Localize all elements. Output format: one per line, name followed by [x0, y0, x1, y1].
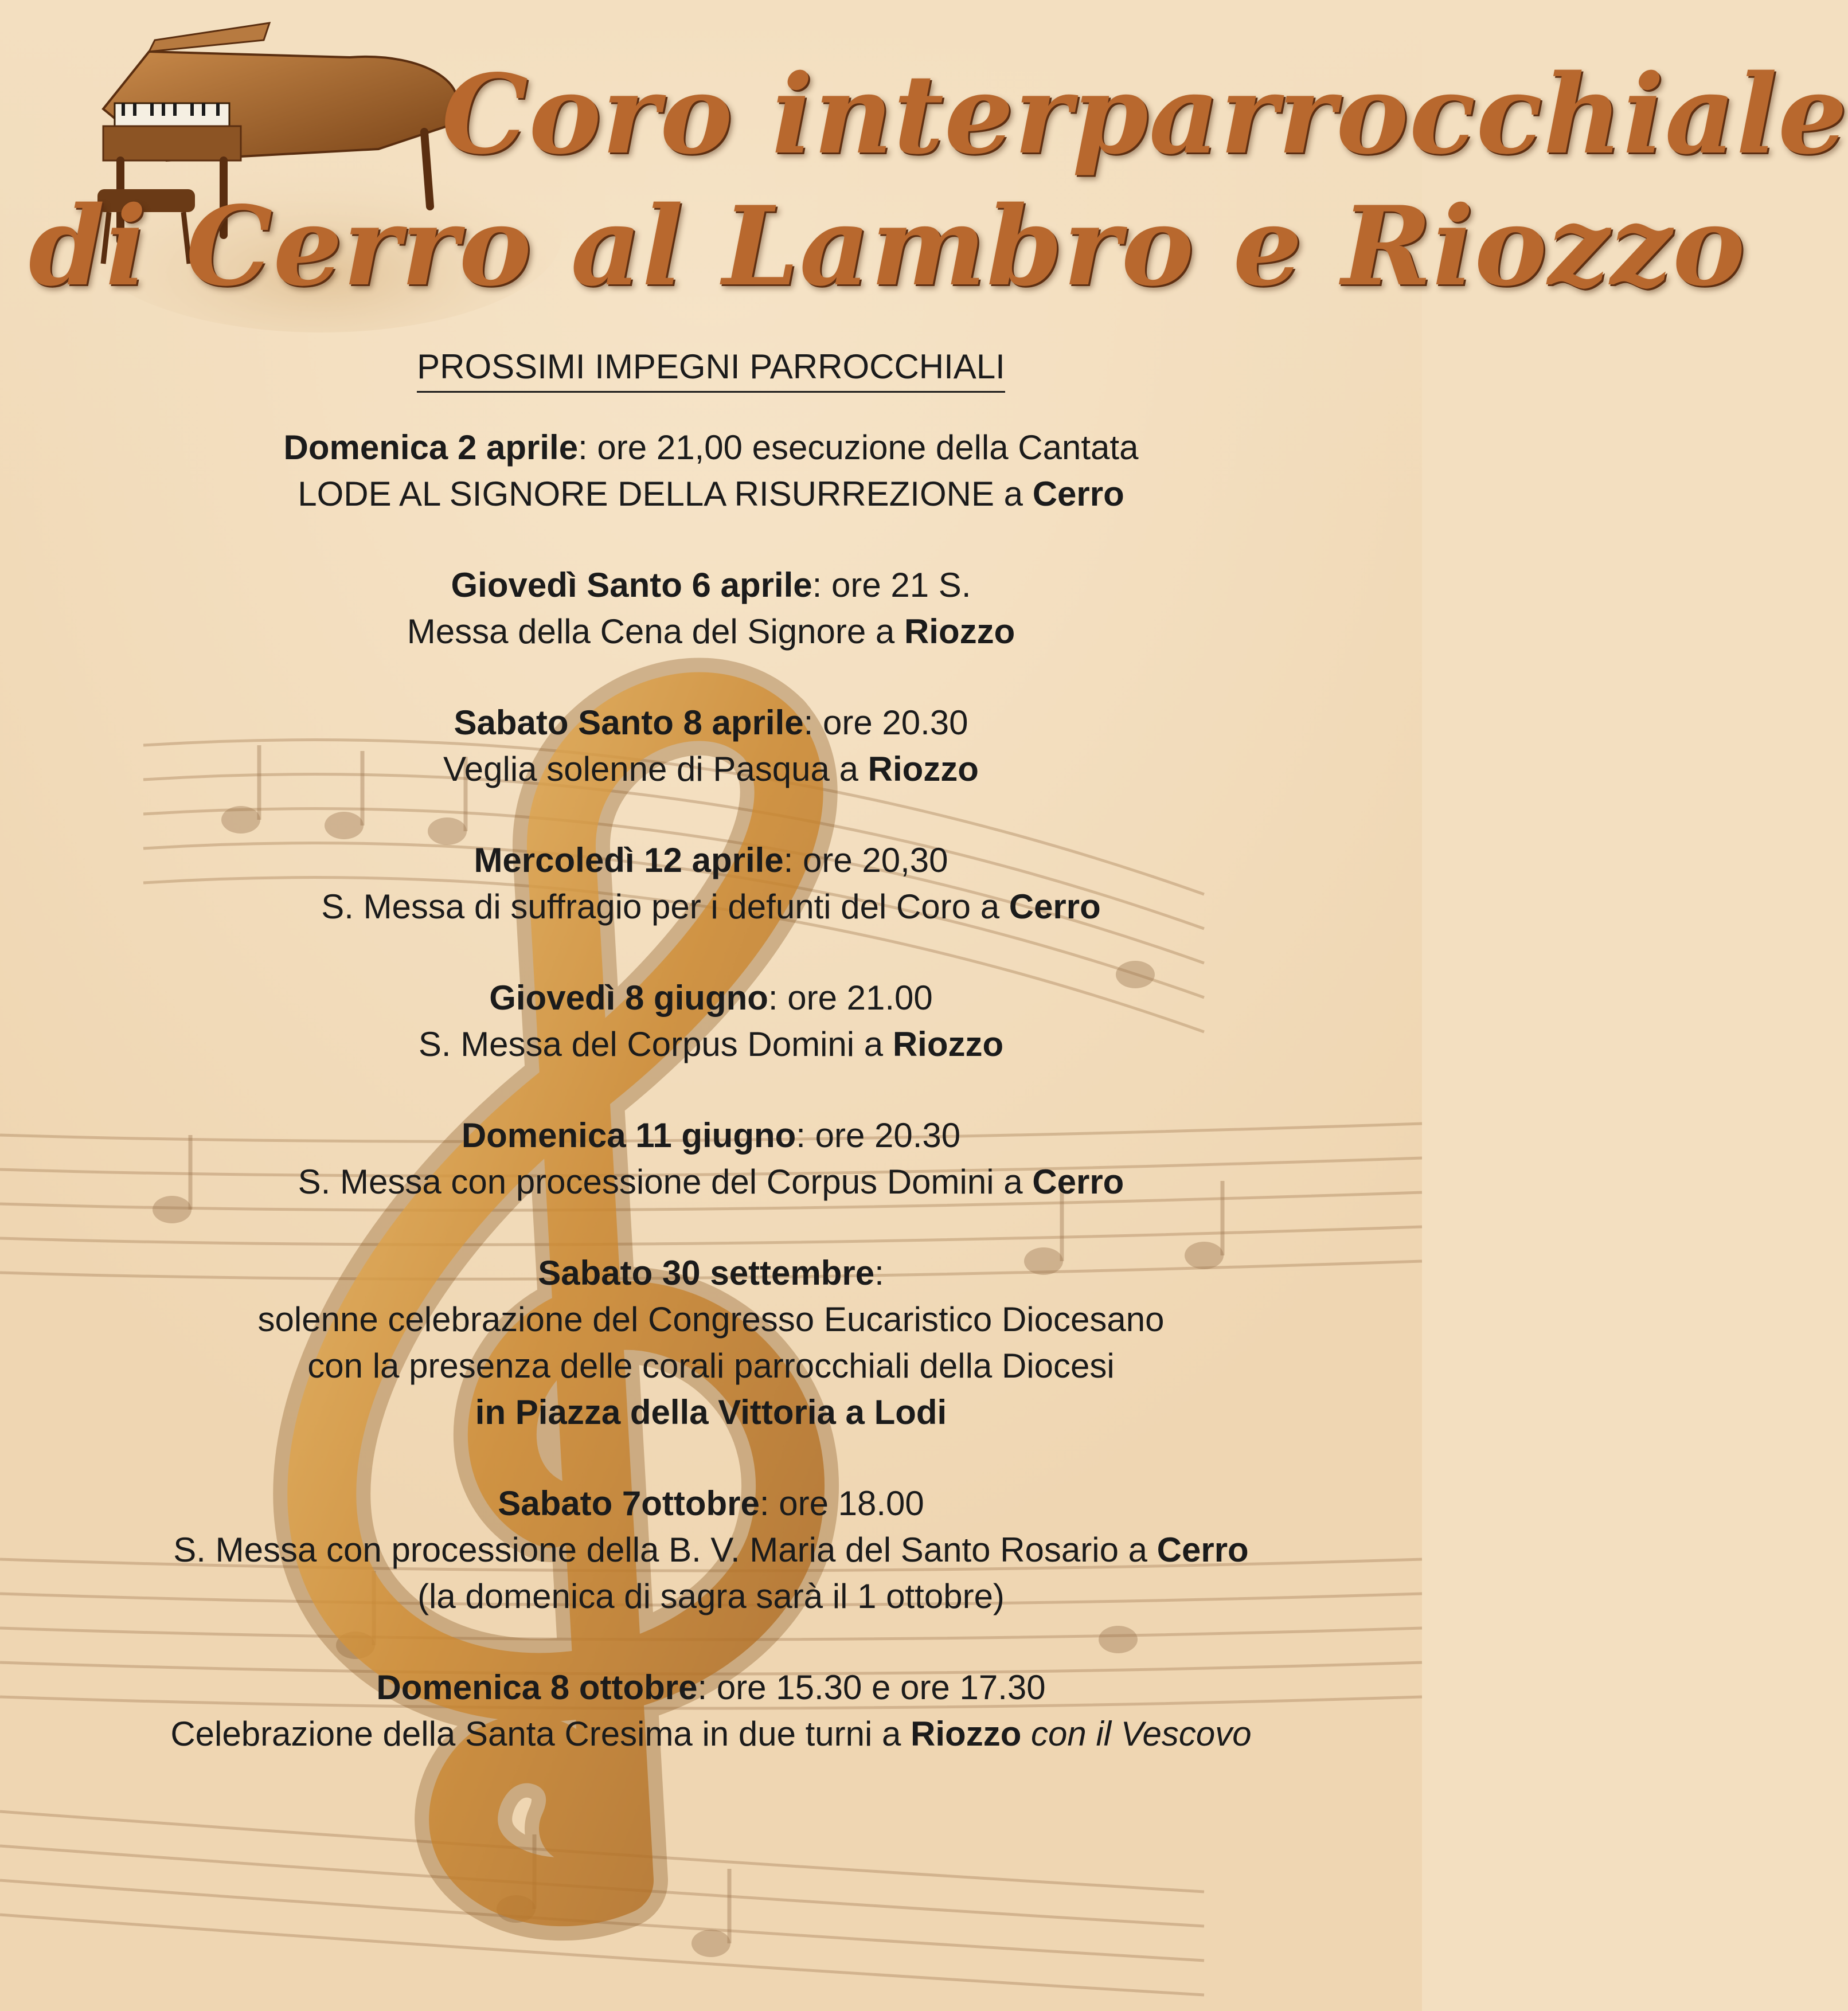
- event-description: solenne celebrazione del Congresso Eucaristico Diocesano: [257, 1300, 1165, 1339]
- event-place: Riozzo: [892, 1025, 1004, 1063]
- events-content: [0, 344, 1422, 1757]
- event-date: Domenica 2 aprile: [283, 428, 579, 467]
- event-7: [0, 1250, 1422, 1435]
- event-9: [0, 1664, 1422, 1757]
- event-date: Mercoledì 12 aprile: [474, 841, 784, 879]
- event-date: Sabato 30 settembre: [538, 1254, 875, 1292]
- event-description: Celebrazione della Santa Cresima in due turni a: [170, 1715, 911, 1753]
- event-note: con il Vescovo: [1021, 1715, 1252, 1753]
- event-3: [0, 699, 1422, 792]
- event-date: Sabato 7ottobre: [498, 1484, 760, 1523]
- event-6: [0, 1112, 1422, 1205]
- event-description: LODE AL SIGNORE DELLA RISURREZIONE a: [298, 475, 1033, 513]
- event-2: [0, 562, 1422, 655]
- event-date: Giovedì Santo 6 aprile: [451, 566, 812, 604]
- event-time: : ore 15.30 e ore 17.30: [697, 1668, 1046, 1707]
- event-8: [0, 1480, 1422, 1619]
- title-line-1: Coro interparrocchiale: [442, 50, 1848, 178]
- event-place: Riozzo: [868, 750, 979, 788]
- event-place: in Piazza della Vittoria a Lodi: [475, 1393, 947, 1431]
- event-place: Cerro: [1009, 887, 1101, 926]
- event-date: Domenica 11 giugno: [461, 1116, 796, 1155]
- event-place: Cerro: [1157, 1531, 1249, 1569]
- event-date: Sabato Santo 8 aprile: [454, 703, 804, 742]
- event-time: :: [874, 1254, 884, 1292]
- header: [0, 0, 1848, 332]
- event-time: : ore 21,00 esecuzione della Cantata: [578, 428, 1139, 467]
- event-date: Domenica 8 ottobre: [376, 1668, 698, 1707]
- event-time: : ore 20,30: [783, 841, 948, 879]
- event-place: Riozzo: [911, 1715, 1022, 1753]
- event-description: Veglia solenne di Pasqua a: [443, 750, 868, 788]
- event-note: (la domenica di sagra sarà il 1 ottobre): [417, 1577, 1005, 1615]
- event-description-2: con la presenza delle corali parrocchiali della Diocesi: [307, 1347, 1115, 1385]
- event-5: [0, 975, 1422, 1067]
- event-time: : ore 21.00: [768, 979, 933, 1017]
- event-time: : ore 20.30: [796, 1116, 961, 1155]
- section-title: PROSSIMI IMPEGNI PARROCCHIALI: [417, 344, 1005, 393]
- event-place: Cerro: [1032, 475, 1124, 513]
- event-date: Giovedì 8 giugno: [489, 979, 768, 1017]
- event-time: : ore 18.00: [759, 1484, 924, 1523]
- event-1: [0, 424, 1422, 517]
- event-time: : ore 21 S.: [812, 566, 971, 604]
- event-description: S. Messa di suffragio per i defunti del Coro a: [321, 887, 1009, 926]
- event-description: Messa della Cena del Signore a: [407, 612, 904, 651]
- event-description: S. Messa con processione della B. V. Maria del Santo Rosario a: [173, 1531, 1157, 1569]
- event-place: Riozzo: [904, 612, 1015, 651]
- event-time: : ore 20.30: [803, 703, 968, 742]
- title-line-2: di Cerro al Lambro e Riozzo: [29, 182, 1746, 310]
- event-description: S. Messa con processione del Corpus Domini a: [298, 1163, 1033, 1201]
- event-4: [0, 837, 1422, 930]
- event-description: S. Messa del Corpus Domini a: [418, 1025, 893, 1063]
- event-place: Cerro: [1032, 1163, 1124, 1201]
